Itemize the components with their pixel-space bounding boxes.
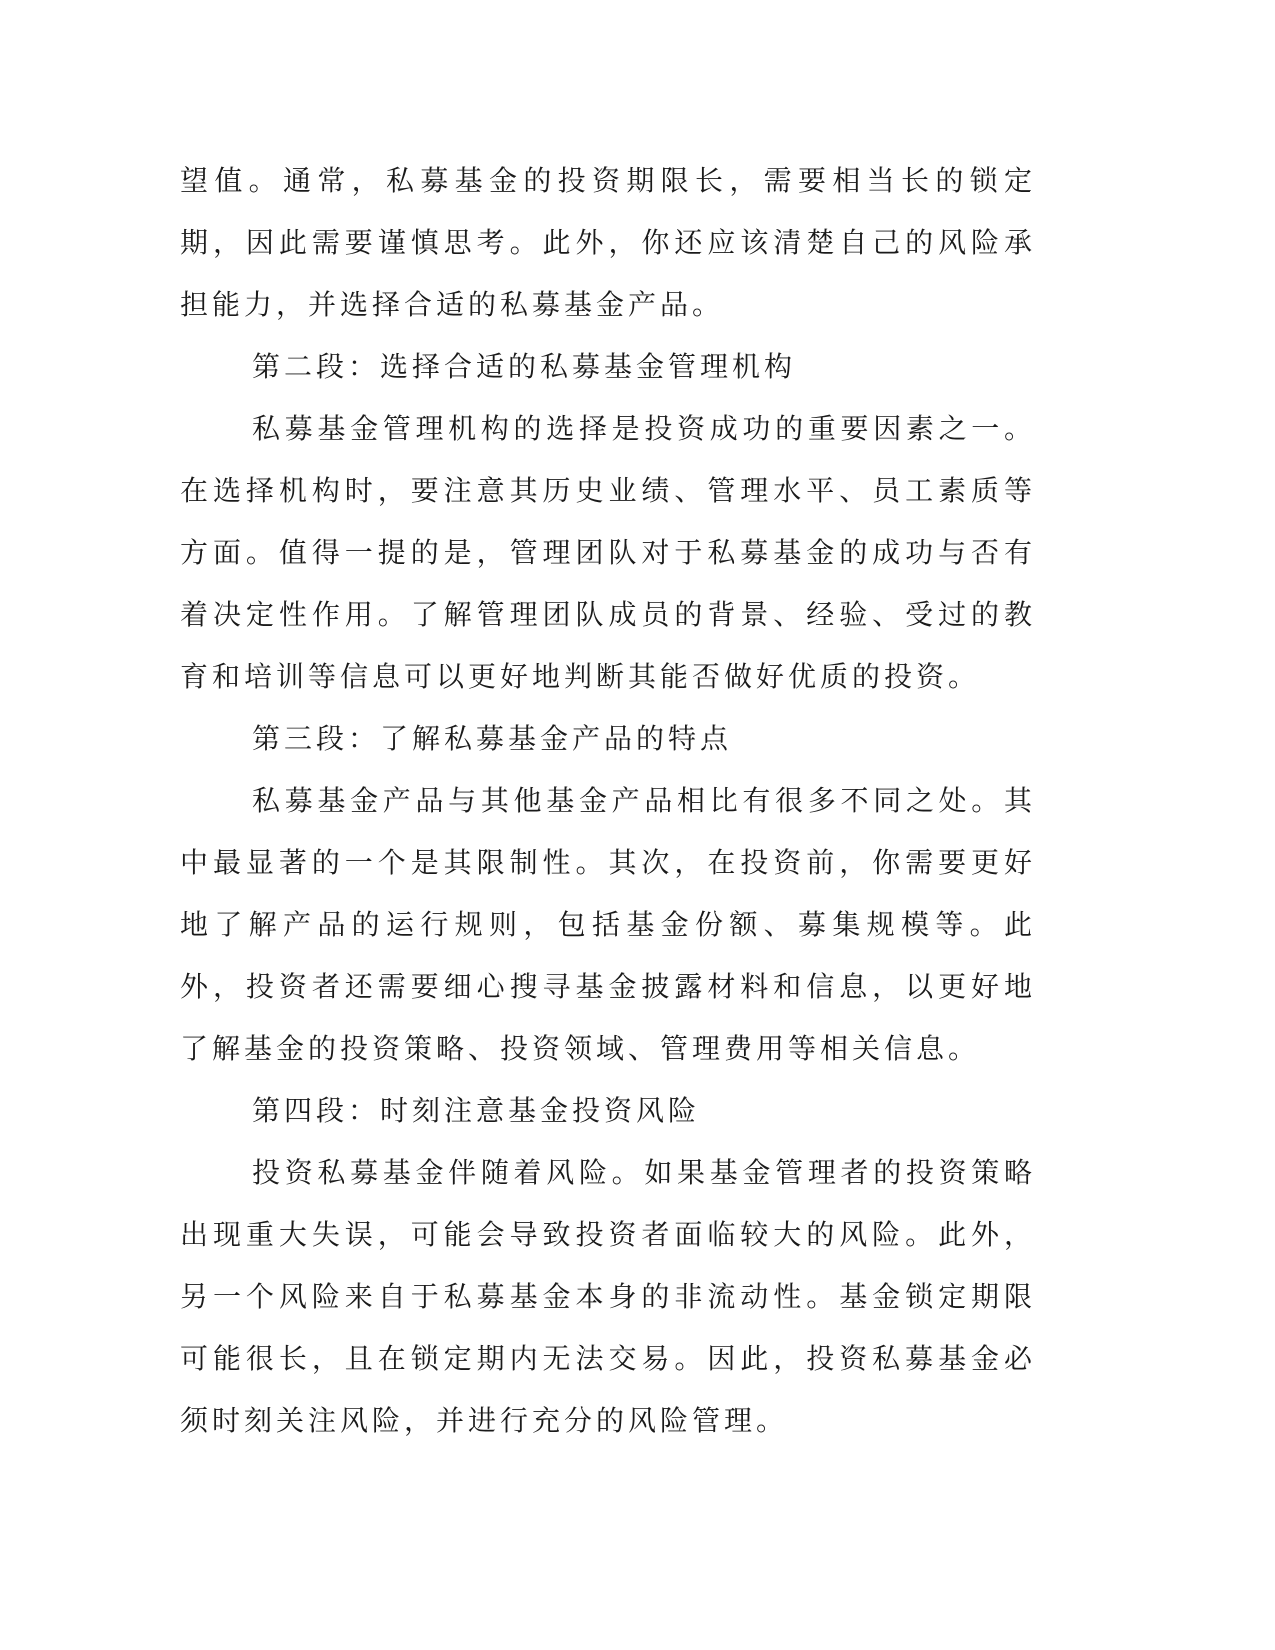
paragraph-section-3: 私募基金产品与其他基金产品相比有很多不同之处。其中最显著的一个是其限制性。其次，在投资前，你需要更好地了解产品的运行规则，包括基金份额、募集规模等。此外，投资者还需要细心搜寻基金披露材料和信息，以更好地了解基金的投资策略、投资领域、管理费用等相关信息。 (180, 784, 1036, 1065)
paragraph-continued: 望值。通常，私募基金的投资期限长，需要相当长的锁定期，因此需要谨慎思考。此外，你还应该清楚自己的风险承担能力，并选择合适的私募基金产品。 (180, 164, 1036, 321)
section-heading-2: 第二段：选择合适的私募基金管理机构 (252, 350, 797, 383)
section-heading-4: 第四段：时刻注意基金投资风险 (252, 1094, 701, 1127)
paragraph-section-2: 私募基金管理机构的选择是投资成功的重要因素之一。在选择机构时，要注意其历史业绩、管理水平、员工素质等方面。值得一提的是，管理团队对于私募基金的成功与否有着决定性作用。了解管理团队成员的背景、经验、受过的教育和培训等信息可以更好地判断其能否做好优质的投资。 (180, 412, 1036, 693)
document-body (180, 150, 1036, 1452)
section-heading-3: 第三段：了解私募基金产品的特点 (252, 722, 733, 755)
paragraph-section-4: 投资私募基金伴随着风险。如果基金管理者的投资策略出现重大失误，可能会导致投资者面临较大的风险。此外，另一个风险来自于私募基金本身的非流动性。基金锁定期限可能很长，且在锁定期内无法交易。因此，投资私募基金必须时刻关注风险，并进行充分的风险管理。 (180, 1156, 1036, 1437)
